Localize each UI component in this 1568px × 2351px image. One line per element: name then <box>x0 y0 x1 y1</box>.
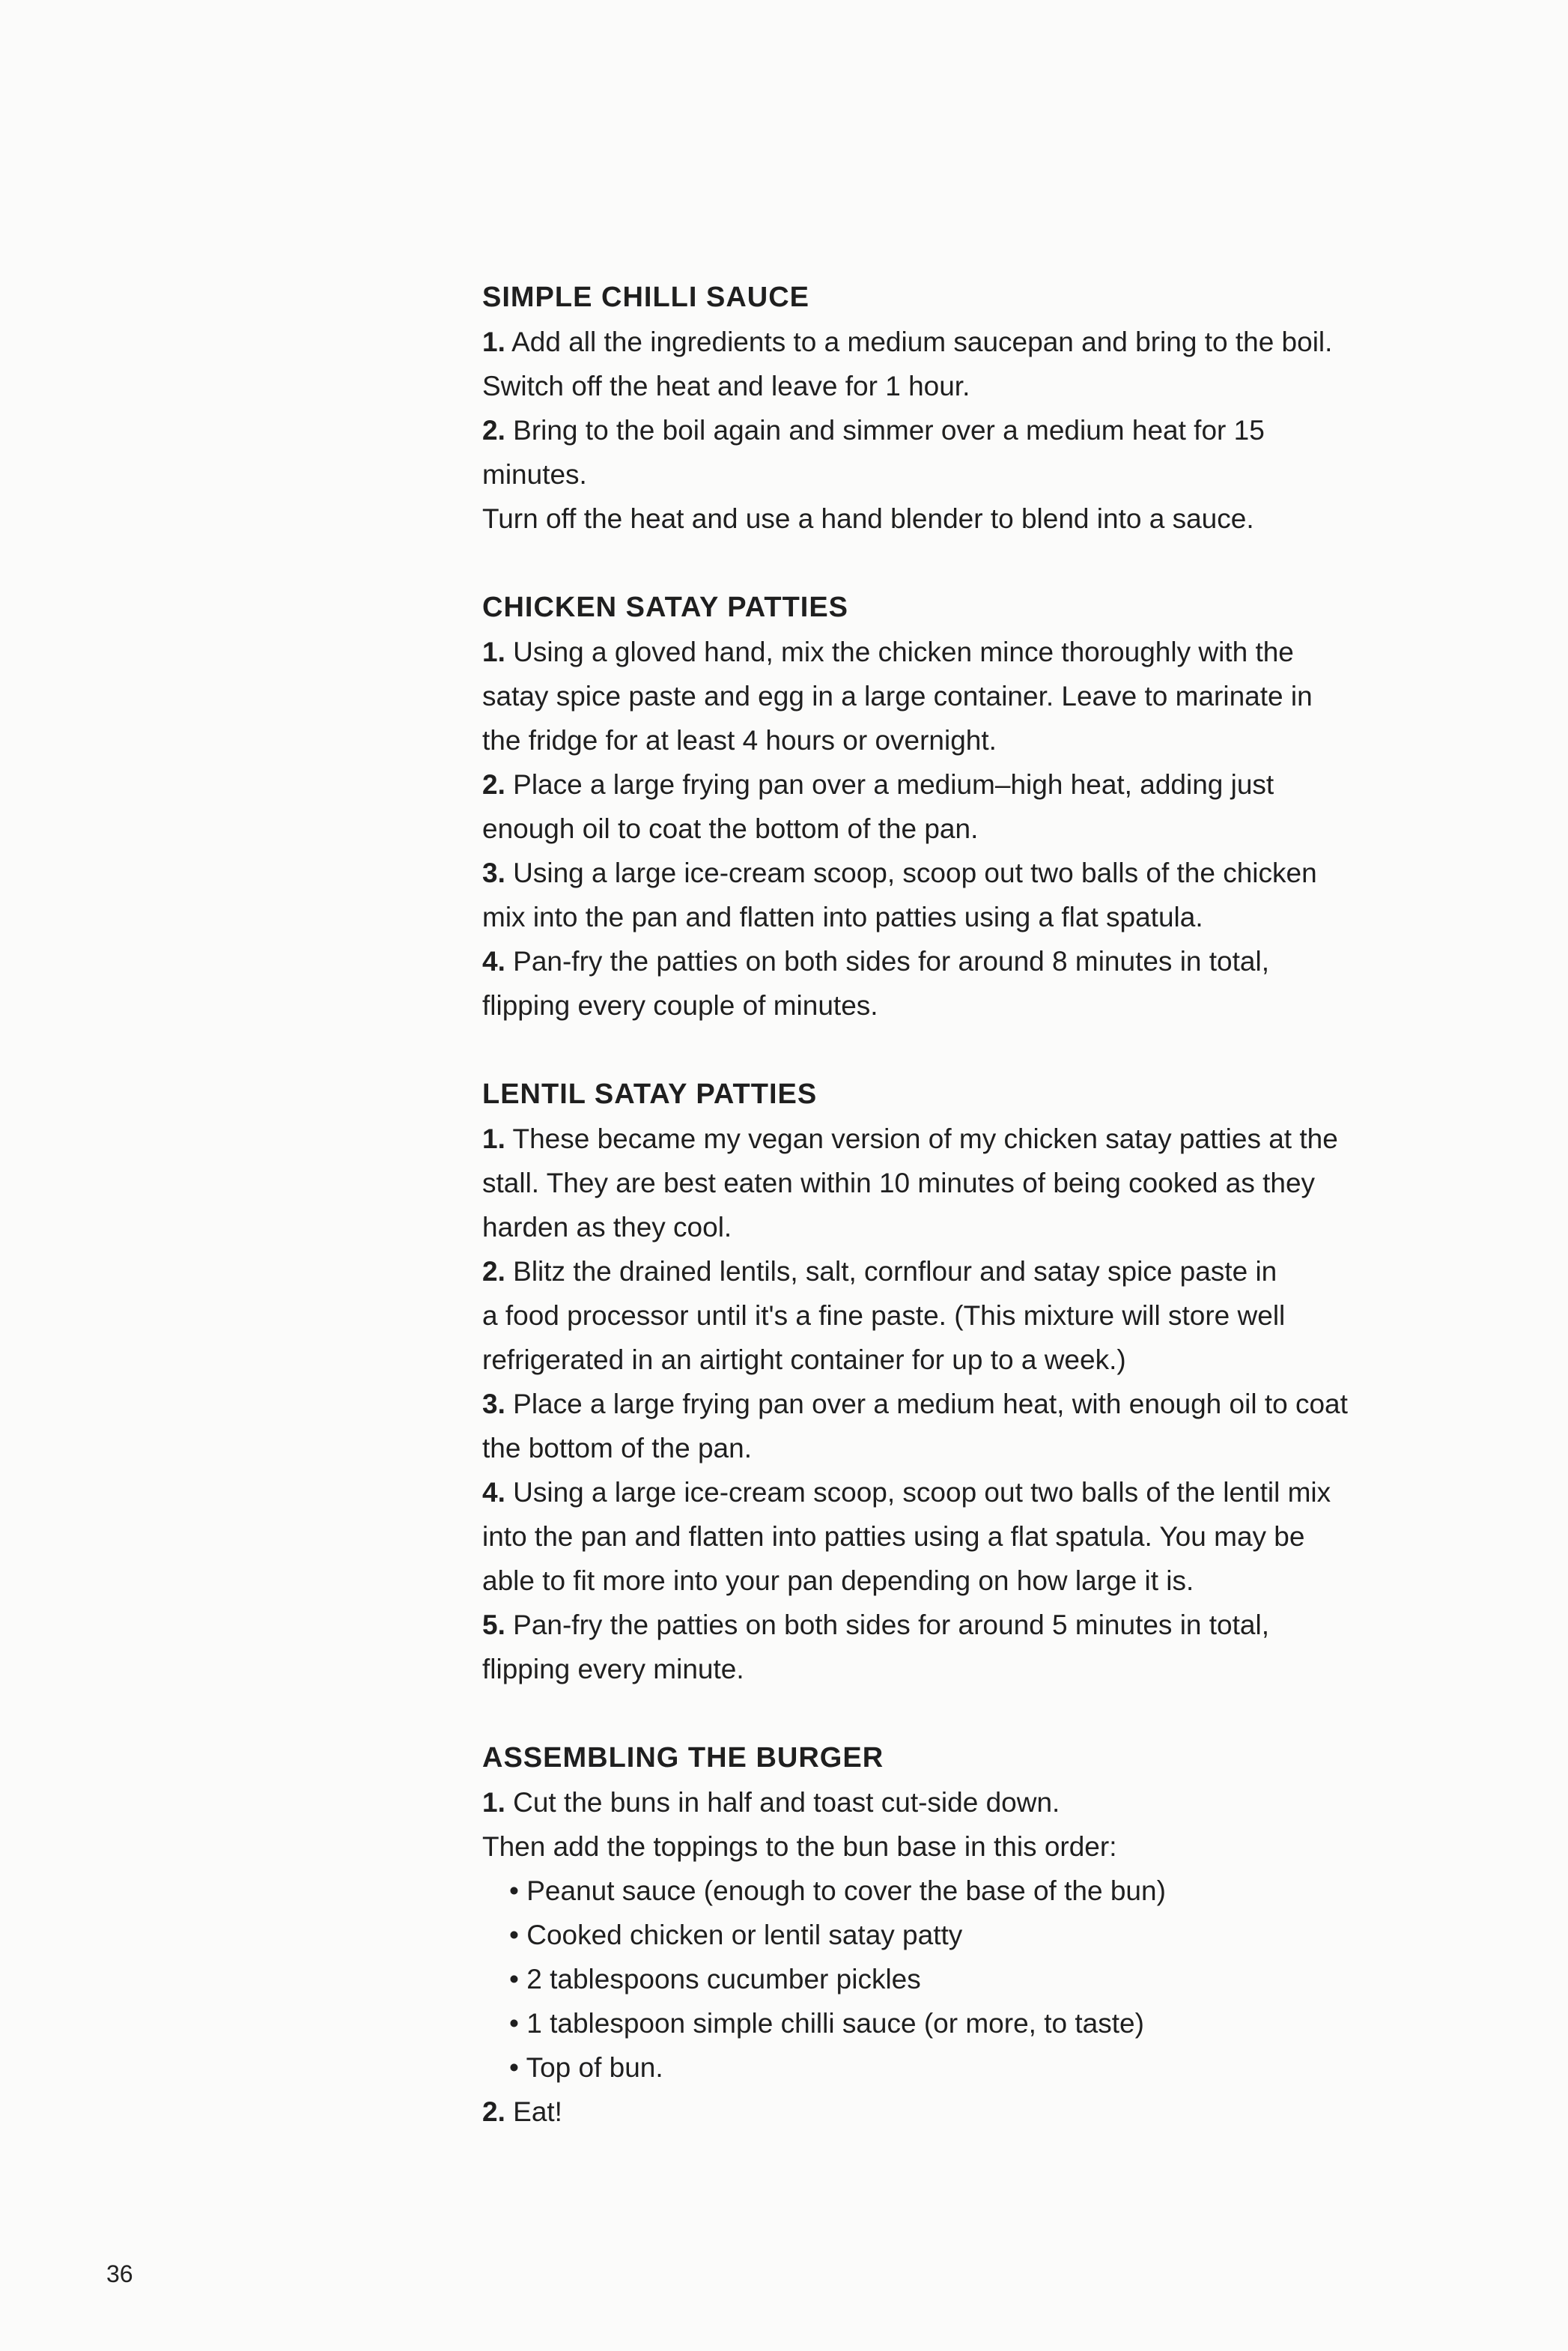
step-text: mix into the pan and flatten into patties using a flat spatula. <box>482 902 1203 932</box>
method-line <box>482 762 1433 807</box>
step-text: Using a large ice-cream scoop, scoop out two balls of the chicken <box>505 858 1317 888</box>
method-line <box>482 1559 1433 1603</box>
step-text: Eat! <box>505 2096 562 2127</box>
step-text: Turn off the heat and use a hand blender to blend into a sauce. <box>482 503 1254 534</box>
step-text: minutes. <box>482 459 587 490</box>
step-text: Blitz the drained lentils, salt, cornflour and satay spice paste in <box>505 1256 1277 1287</box>
step-text: into the pan and flatten into patties using a flat spatula. You may be <box>482 1521 1305 1552</box>
step-number: 2. <box>482 769 505 800</box>
step-text: harden as they cool. <box>482 1212 732 1243</box>
step-number: 1. <box>482 637 505 667</box>
step-number: 1. <box>482 327 505 357</box>
method-line <box>482 2090 1433 2134</box>
method-line <box>482 851 1433 895</box>
section-simple-chilli-sauce <box>482 276 1433 541</box>
step-text: the bottom of the pan. <box>482 1433 752 1463</box>
step-text: Bring to the boil again and simmer over a medium heat for 15 <box>505 415 1265 446</box>
method-line <box>482 1293 1433 1338</box>
method-line <box>482 497 1433 541</box>
method-line <box>482 718 1433 762</box>
method-line <box>482 983 1433 1028</box>
step-text: Using a large ice-cream scoop, scoop out two balls of the lentil mix <box>505 1477 1331 1508</box>
method-line <box>482 1426 1433 1470</box>
step-number: 3. <box>482 858 505 888</box>
step-text: Switch off the heat and leave for 1 hour. <box>482 371 970 401</box>
method-line <box>482 939 1433 983</box>
method-line <box>482 1514 1433 1559</box>
step-text: Place a large frying pan over a medium heat, with enough oil to coat <box>505 1389 1348 1419</box>
method-line <box>482 1780 1433 1824</box>
step-text: enough oil to coat the bottom of the pan. <box>482 813 979 844</box>
step-text: flipping every minute. <box>482 1654 744 1684</box>
section-heading: SIMPLE CHILLI SAUCE <box>482 282 810 313</box>
step-number: 4. <box>482 1477 505 1508</box>
list-item: • Top of bun. <box>509 2052 663 2083</box>
page-number: 36 <box>106 2260 133 2287</box>
step-number: 3. <box>482 1389 505 1419</box>
method-line <box>482 364 1433 408</box>
method-line <box>482 674 1433 718</box>
method-line <box>482 1117 1433 1161</box>
step-number: 2. <box>482 1256 505 1287</box>
step-text: Using a gloved hand, mix the chicken mince thoroughly with the <box>505 637 1294 667</box>
step-text: Add all the ingredients to a medium saucepan and bring to the boil. <box>505 327 1333 357</box>
toppings-list <box>482 1869 1433 2090</box>
list-item: • Cooked chicken or lentil satay patty <box>509 1920 963 1950</box>
method-line <box>482 1249 1433 1293</box>
method-line <box>482 1161 1433 1205</box>
step-number: 2. <box>482 2096 505 2127</box>
step-number: 5. <box>482 1610 505 1640</box>
step-text: the fridge for at least 4 hours or overnight. <box>482 725 997 756</box>
method-line <box>482 1470 1433 1514</box>
section-chicken-satay-patties <box>482 586 1433 1028</box>
step-text: a food processor until it's a fine paste. (This mixture will store well <box>482 1300 1286 1331</box>
section-heading: ASSEMBLING THE BURGER <box>482 1742 884 1774</box>
section-heading: CHICKEN SATAY PATTIES <box>482 592 849 623</box>
step-text: These became my vegan version of my chicken satay patties at the <box>505 1123 1338 1154</box>
section-heading: LENTIL SATAY PATTIES <box>482 1079 818 1110</box>
method-line <box>482 630 1433 674</box>
method-line <box>482 1205 1433 1249</box>
step-text: Pan-fry the patties on both sides for around 8 minutes in total, <box>505 946 1269 977</box>
step-text: Pan-fry the patties on both sides for around 5 minutes in total, <box>505 1610 1269 1640</box>
section-lentil-satay-patties <box>482 1073 1433 1691</box>
list-item: • Peanut sauce (enough to cover the base of the bun) <box>509 1875 1166 1906</box>
step-text: Place a large frying pan over a medium–high heat, adding just <box>505 769 1274 800</box>
method-line <box>482 320 1433 364</box>
list-item: • 1 tablespoon simple chilli sauce (or more, to taste) <box>509 2008 1144 2039</box>
step-number: 2. <box>482 415 505 446</box>
step-text: satay spice paste and egg in a large container. Leave to marinate in <box>482 681 1313 712</box>
method-line <box>482 807 1433 851</box>
section-assembling-the-burger <box>482 1736 1433 2134</box>
method-line <box>482 895 1433 939</box>
step-text: flipping every couple of minutes. <box>482 990 878 1021</box>
method-line <box>482 452 1433 497</box>
step-text: Cut the buns in half and toast cut-side down. <box>505 1787 1060 1818</box>
method-line <box>482 408 1433 452</box>
step-number: 1. <box>482 1123 505 1154</box>
step-text: refrigerated in an airtight container for up to a week.) <box>482 1344 1126 1375</box>
method-line <box>482 1382 1433 1426</box>
method-line <box>482 1603 1433 1647</box>
method-line <box>482 1824 1433 1869</box>
step-text: stall. They are best eaten within 10 minutes of being cooked as they <box>482 1168 1316 1198</box>
method-line <box>482 1338 1433 1382</box>
recipe-method <box>482 276 1433 2134</box>
step-text: able to fit more into your pan depending on how large it is. <box>482 1565 1194 1596</box>
method-line <box>482 1647 1433 1691</box>
step-number: 4. <box>482 946 505 977</box>
list-item: • 2 tablespoons cucumber pickles <box>509 1964 921 1994</box>
step-number: 1. <box>482 1787 505 1818</box>
step-text: Then add the toppings to the bun base in this order: <box>482 1831 1117 1862</box>
